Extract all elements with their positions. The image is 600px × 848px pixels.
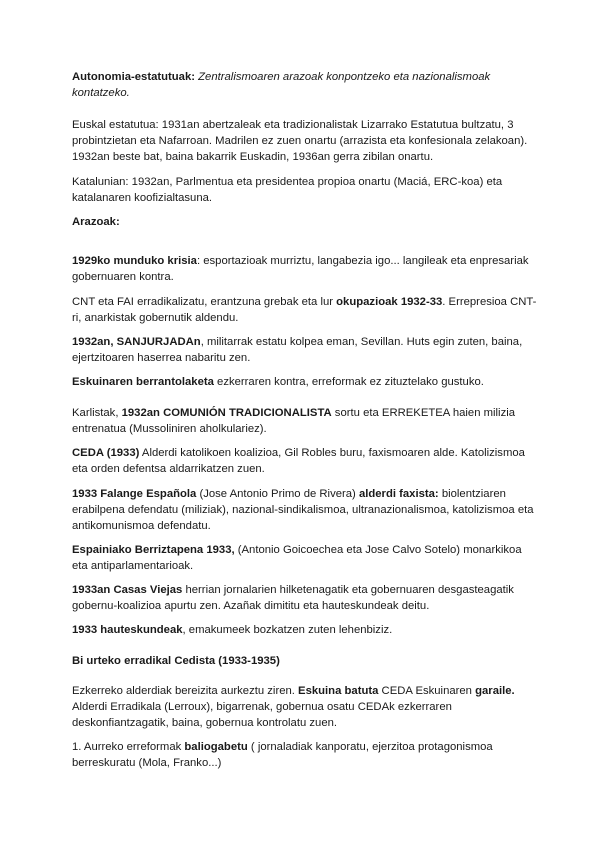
paragraph-sanjurjada <box>72 334 537 366</box>
paragraph-euskal-estatutua <box>72 117 537 165</box>
section-heading-bi-urteko <box>72 653 537 669</box>
bold-text-span: 1932an, SANJURJADAn <box>72 336 201 348</box>
italic-text-span: Zentralismoaren arazoak konpontzeko eta nazionalismoak kontatzeko. <box>72 71 491 99</box>
text-span: Alderdi Erradikala (Lerroux), bigarrenak, gobernua osatu CEDAk ezkerraren deskonfiantzagatik, baina, gobernua kontrolatu zuen. <box>72 701 452 729</box>
bold-text-span: Eskuinaren berrantolaketa <box>72 376 214 388</box>
bold-text-span: Autonomia-estatutuak: <box>72 71 196 83</box>
paragraph-autonomia <box>72 69 537 101</box>
text-span: ( jornaladiak kanporatu, ejerzitoa protagonismoa berreskuratu (Mola, Franko...) <box>72 741 493 769</box>
bold-text-span: baliogabetu <box>184 741 248 753</box>
text-span: , militarrak estatu kolpea eman, Sevillan. Huts egin zuten, baina, ejertzitoaren haserrea nabaritu zen. <box>72 336 523 364</box>
paragraph-ezkerreko <box>72 683 537 731</box>
bold-text-span: alderdi faxista: <box>358 488 439 500</box>
section-heading-arazoak <box>72 214 537 230</box>
bold-text-span: 1933 hauteskundeak <box>72 624 183 636</box>
text-span: (Antonio Goicoechea eta Jose Calvo Sotelo) monarkikoa eta antiparlamentarioak. <box>72 544 522 572</box>
bold-text-span: 1933 Falange Española <box>72 488 197 500</box>
bold-text-span: garaile. <box>475 685 515 697</box>
text-span: Katalunian: 1932an, Parlmentua eta presidentea propioa onartu (Maciá, ERC-koa) eta katalanaren koofizialtasuna. <box>72 176 503 204</box>
paragraph-karlistak <box>72 405 537 437</box>
paragraph-berriztapena <box>72 542 537 574</box>
text-span: Alderdi katolikoen koalizioa, Gil Robles buru, faxismoaren alde. Katolizismoa eta orden defentsa aldarrikatzen zuen. <box>72 447 525 475</box>
bold-text-span: 1933an Casas Viejas <box>72 584 183 596</box>
bold-text-span: 1932an COMUNIÓN TRADICIONALISTA <box>121 407 332 419</box>
bold-text-span: Arazoak: <box>72 216 120 228</box>
text-span: biolentziaren erabilpena defendatu (miliziak), nazional-sindikalismoa, ultranazionalismoa, katolizismoa eta antikomunismoa defendatu. <box>72 488 534 532</box>
bold-text-span: Eskuina batuta <box>298 685 379 697</box>
text-span: CEDA Eskuinaren <box>378 685 476 697</box>
text-span: . Errepresioa CNT-ri, anarkistak gobernutik aldendu. <box>72 296 537 324</box>
paragraph-falange <box>72 486 537 534</box>
text-span: , emakumeek bozkatzen zuten lehenbiziz. <box>182 624 393 636</box>
text-span: ezkerraren kontra, erreformak ez zituztelako gustuko. <box>213 376 484 388</box>
text-span: CNT eta FAI erradikalizatu, erantzuna grebak eta lur <box>72 296 337 308</box>
paragraph-eskuina <box>72 374 537 390</box>
text-span: Euskal estatutua: 1931an abertzaleak eta tradizionalistak Lizarrako Estatutua bultzatu, 3 probintzietan eta Nafarroan. Madrilen ez zuen onartu (arrazista eta konfesionala zelakoan). 1932an beste bat, baina bakarrik Euskadin, 1936an gerra zibilan onartu. <box>72 119 528 163</box>
bold-text-span: Bi urteko erradikal Cedista (1933-1935) <box>72 655 280 667</box>
bold-text-span: Espainiako Berriztapena 1933, <box>72 544 235 556</box>
text-span: herrian jornalarien hilketenagatik eta gobernuaren desgasteagatik gobernu-koalizioa apurtu zen. Azañak dimititu eta hauteskundeak deitu. <box>72 584 514 612</box>
paragraph-cnt-fai <box>72 294 537 326</box>
paragraph-hauteskundeak <box>72 622 537 638</box>
text-span: Karlistak, <box>72 407 122 419</box>
paragraph-krisia <box>72 253 537 285</box>
text-span: 1. Aurreko erreformak <box>72 741 185 753</box>
text-span: Ezkerreko alderdiak bereizita aurkeztu ziren. <box>72 685 299 697</box>
text-span: (Jose Antonio Primo de Rivera) <box>196 488 359 500</box>
bold-text-span: CEDA (1933) <box>72 447 140 459</box>
text-span: sortu eta ERREKETEA haien milizia entrenatua (Mussoliniren aholkulariez). <box>72 407 516 435</box>
bold-text-span: 1929ko munduko krisia <box>72 255 197 267</box>
text-span: : esportazioak murriztu, langabezia igo... langileak eta enpresariak gobernuaren kontra. <box>72 255 529 283</box>
list-item-1 <box>72 739 537 771</box>
bold-text-span: okupazioak 1932-33 <box>336 296 443 308</box>
paragraph-katalunia <box>72 174 537 206</box>
paragraph-ceda <box>72 445 537 477</box>
paragraph-casas-viejas <box>72 582 537 614</box>
